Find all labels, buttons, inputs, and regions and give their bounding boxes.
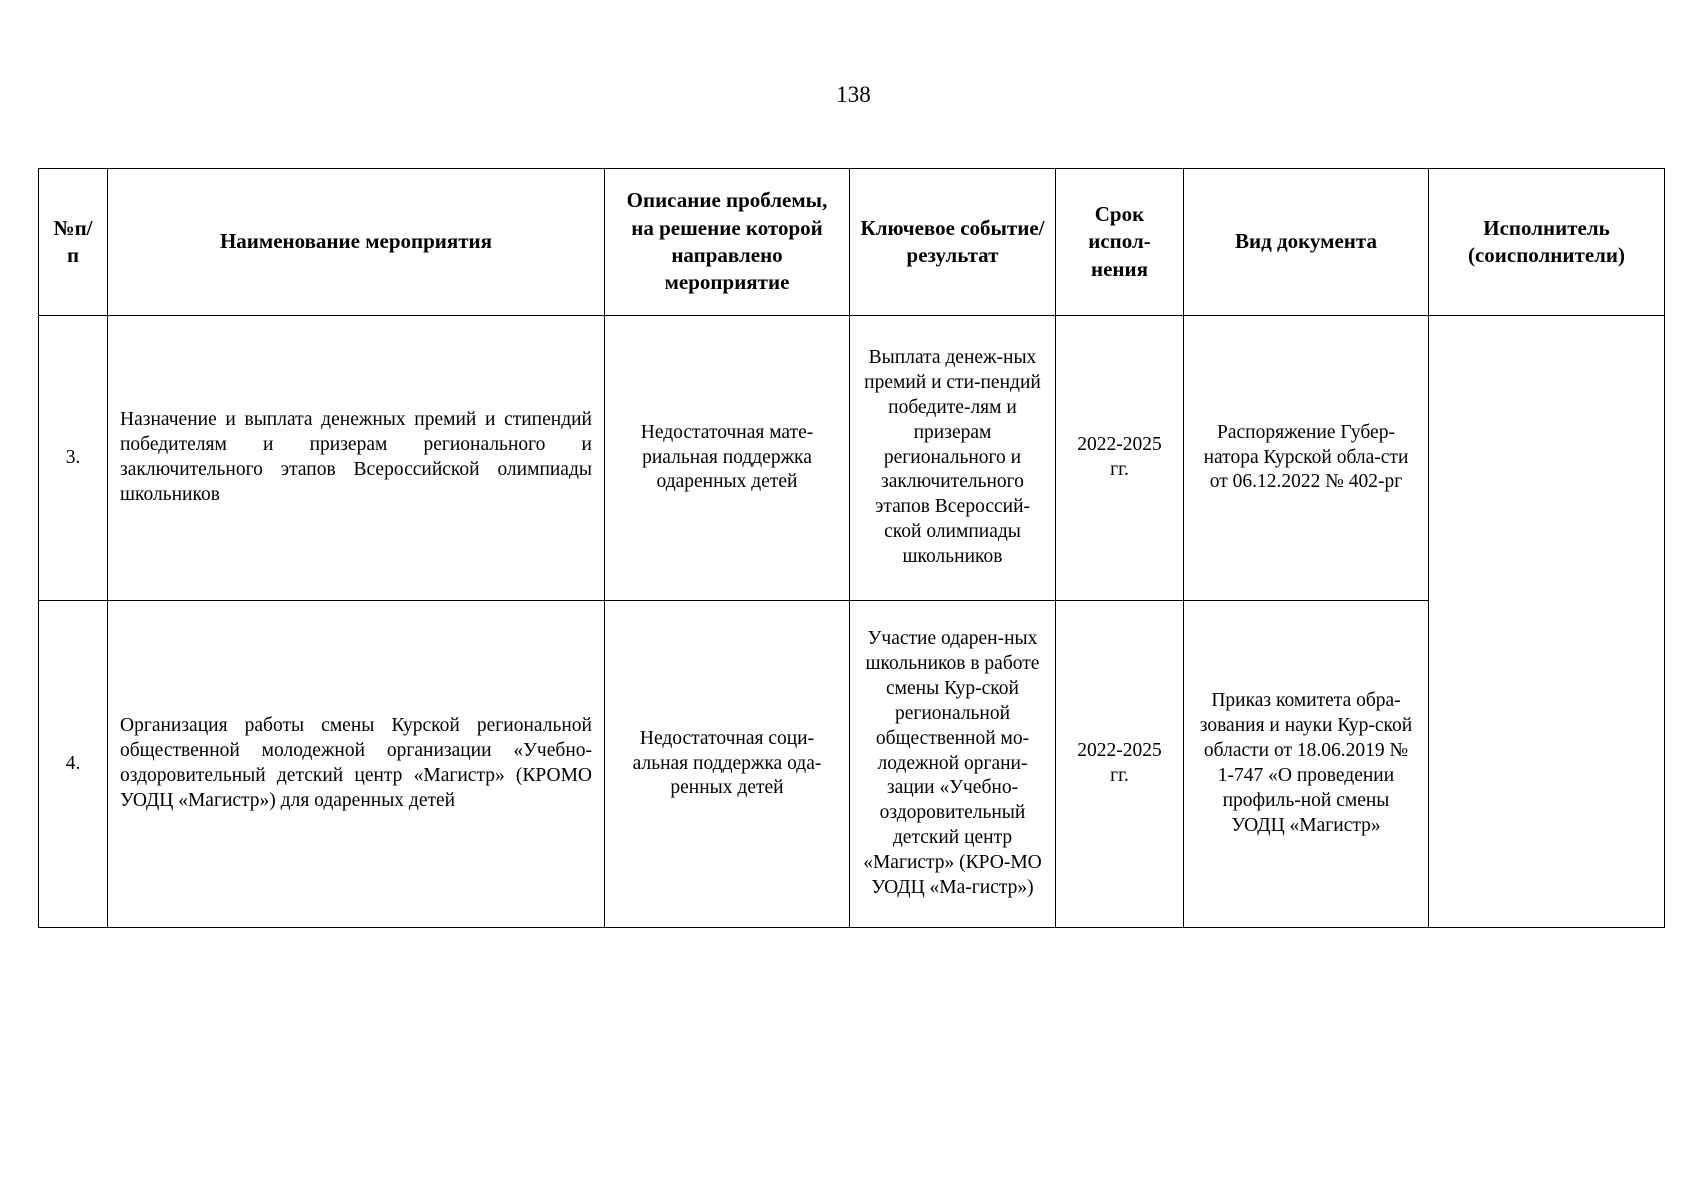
row-executor	[1429, 316, 1665, 928]
header-executor: Исполнитель (соисполнители)	[1429, 169, 1665, 316]
row-problem: Недостаточная мате-риальная поддержка одаренных детей	[605, 316, 850, 601]
row-event: Участие одарен-ных школьников в работе смены Кур-ской региональной общественной мо-лодежной органи-зации «Учебно-оздоровительный детский центр «Магистр» (КРО-МО УОДЦ «Ма-гистр»)	[850, 601, 1056, 928]
table-row	[39, 601, 1665, 928]
page-number: 138	[836, 82, 871, 107]
row-problem: Недостаточная соци-альная поддержка ода-ренных детей	[605, 601, 850, 928]
row-name: Организация работы смены Курской региональной общественной молодежной организации «Учебно-оздоровительный детский центр «Магистр» (КРОМО УОДЦ «Магистр») для одаренных детей	[108, 601, 605, 928]
row-term: 2022-2025 гг.	[1056, 601, 1184, 928]
header-term: Срок испол-нения	[1056, 169, 1184, 316]
header-num: №п/п	[39, 169, 108, 316]
table-row	[39, 316, 1665, 601]
row-event: Выплата денеж-ных премий и сти-пендий победите-лям и призерам регионального и заключительного этапов Всероссий-ской олимпиады школьников	[850, 316, 1056, 601]
header-problem: Описание проблемы, на решение которой направлено мероприятие	[605, 169, 850, 316]
row-doc: Распоряжение Губер-натора Курской обла-сти от 06.12.2022 № 402-рг	[1184, 316, 1429, 601]
row-num: 3.	[39, 316, 108, 601]
row-name: Назначение и выплата денежных премий и стипендий победителям и призерам регионального и заключительного этапов Всероссийской олимпиады школьников	[108, 316, 605, 601]
row-term: 2022-2025 гг.	[1056, 316, 1184, 601]
table-header-row	[39, 169, 1665, 316]
header-event: Ключевое событие/ результат	[850, 169, 1056, 316]
header-name: Наименование мероприятия	[108, 169, 605, 316]
header-doc: Вид документа	[1184, 169, 1429, 316]
row-num: 4.	[39, 601, 108, 928]
row-doc: Приказ комитета обра-зования и науки Кур-ской области от 18.06.2019 № 1-747 «О проведении профиль-ной смены УОДЦ «Магистр»	[1184, 601, 1429, 928]
activities-table	[38, 168, 1665, 928]
